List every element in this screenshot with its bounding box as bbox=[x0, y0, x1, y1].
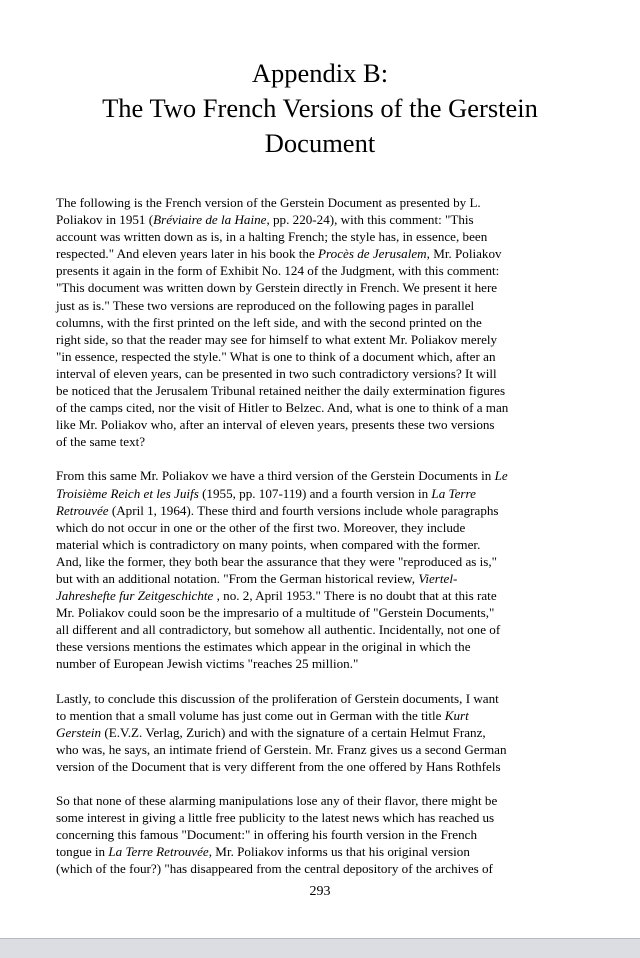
text-line: (which of the four?) "has disappeared from the central depository of the archives of bbox=[56, 861, 493, 877]
italic-title: Troisième Reich et les Juifs bbox=[56, 485, 199, 501]
text-line: but with an additional notation. "From the German historical review, Viertel- bbox=[56, 570, 458, 586]
text-line: Mr. Poliakov could soon be the impresario of a multitude of "Gerstein Documents," bbox=[56, 605, 495, 621]
text-line: interval of eleven years, can be presented in two such contradictory versions? It will bbox=[56, 365, 497, 381]
text-line: "in essence, respected the style." What is one to think of a document which, after an bbox=[56, 348, 496, 364]
text-line: Gerstein (E.V.Z. Verlag, Zurich) and with the signature of a certain Helmut Franz, bbox=[56, 724, 486, 740]
text-line: which do not occur in one or the other of the first two. Moreover, they include bbox=[56, 519, 466, 535]
text-line: of the camps cited, nor the visit of Hitler to Belzec. And, what is one to think of a man bbox=[56, 400, 509, 416]
body-paragraph bbox=[56, 194, 592, 450]
text-line: right side, so that the reader may see for himself to what extent Mr. Poliakov merely bbox=[56, 331, 498, 347]
text-line: number of European Jewish victims "reaches 25 million." bbox=[56, 656, 359, 672]
italic-title: Retrouvée bbox=[56, 502, 109, 518]
text-line: all different and all contradictory, but somehow all authentic. Incidentally, not one of bbox=[56, 622, 501, 638]
text-line: version of the Document that is very different from the one offered by Hans Rothfels bbox=[56, 758, 501, 774]
title-line: Appendix B: bbox=[251, 58, 389, 88]
italic-title: Procès de Jerusalem bbox=[318, 246, 427, 262]
text-line: columns, with the first printed on the left side, and with the second printed on the bbox=[56, 314, 482, 330]
text-line: From this same Mr. Poliakov we have a third version of the Gerstein Documents in Le bbox=[56, 468, 508, 484]
text-line: these versions mentions the estimates which appear in the original in which the bbox=[56, 639, 471, 655]
title-line: The Two French Versions of the Gerstein bbox=[102, 93, 538, 123]
title-line: Document bbox=[264, 128, 376, 158]
body-text bbox=[56, 194, 592, 894]
viewer-bottom-bar bbox=[0, 938, 640, 958]
text-line: respected." And eleven years later in his book the Procès de Jerusalem, Mr. Poliakov bbox=[56, 246, 502, 262]
text-line: Troisième Reich et les Juifs (1955, pp. 107-119) and a fourth version in La Terre bbox=[56, 485, 476, 501]
body-paragraph bbox=[56, 467, 592, 672]
text-line: The following is the French version of the Gerstein Document as presented by L. bbox=[56, 195, 481, 210]
italic-title: Kurt bbox=[444, 707, 469, 723]
text-line: just as is." These two versions are reproduced on the following pages in parallel bbox=[56, 297, 475, 313]
text-line: concerning this famous "Document:" in offering his fourth version in the French bbox=[56, 827, 477, 843]
body-paragraph bbox=[56, 792, 592, 877]
italic-title: La Terre Retrouvée bbox=[108, 844, 209, 860]
text-line: Jahreshefte fur Zeitgeschichte , no. 2, April 1953." There is no doubt that at this rate bbox=[56, 588, 497, 604]
text-line: tongue in La Terre Retrouvée, Mr. Poliakov informs us that his original version bbox=[56, 844, 470, 860]
text-line: presents it again in the form of Exhibit No. 124 of the Judgment, with this comment: bbox=[56, 263, 500, 279]
text-line: to mention that a small volume has just come out in German with the title Kurt bbox=[56, 707, 469, 723]
italic-title: Le bbox=[494, 468, 508, 484]
text-line: Lastly, to conclude this discussion of the proliferation of Gerstein documents, I want bbox=[56, 690, 499, 706]
text-line: like Mr. Poliakov who, after an interval of eleven years, presents these two versions bbox=[56, 417, 495, 433]
italic-title: Gerstein bbox=[56, 724, 102, 740]
italic-title: Jahreshefte fur Zeitgeschichte bbox=[56, 588, 214, 604]
text-line: Poliakov in 1951 (Bréviaire de la Haine, pp. 220-24), with this comment: "This bbox=[56, 212, 474, 228]
text-line: some interest in giving a little free publicity to the latest news which has reached us bbox=[56, 810, 495, 826]
page-title bbox=[40, 56, 600, 161]
text-line: material which is contradictory on many points, when compared with the former. bbox=[56, 536, 481, 552]
italic-title: Bréviaire de la Haine bbox=[153, 212, 267, 228]
italic-title: La Terre bbox=[431, 485, 476, 501]
italic-title: Viertel- bbox=[418, 570, 458, 586]
text-line: "This document was written down by Gerstein directly in French. We present it here bbox=[56, 280, 498, 296]
page-number: 293 bbox=[309, 884, 331, 899]
text-line: account was written down as is, in a halting French; the style has, in essence, been bbox=[56, 229, 488, 245]
text-line: Retrouvée (April 1, 1964). These third and fourth versions include whole paragraphs bbox=[56, 502, 499, 518]
text-line: of the same text? bbox=[56, 434, 146, 450]
text-line: So that none of these alarming manipulations lose any of their flavor, there might be bbox=[56, 793, 498, 808]
text-line: who was, he says, an intimate friend of Gerstein. Mr. Franz gives us a second German bbox=[56, 741, 507, 757]
body-paragraph bbox=[56, 690, 592, 775]
text-line: And, like the former, they both bear the assurance that they were "reproduced as is," bbox=[56, 553, 498, 569]
text-line: be noticed that the Jerusalem Tribunal retained neither the daily extermination figures bbox=[56, 383, 506, 399]
